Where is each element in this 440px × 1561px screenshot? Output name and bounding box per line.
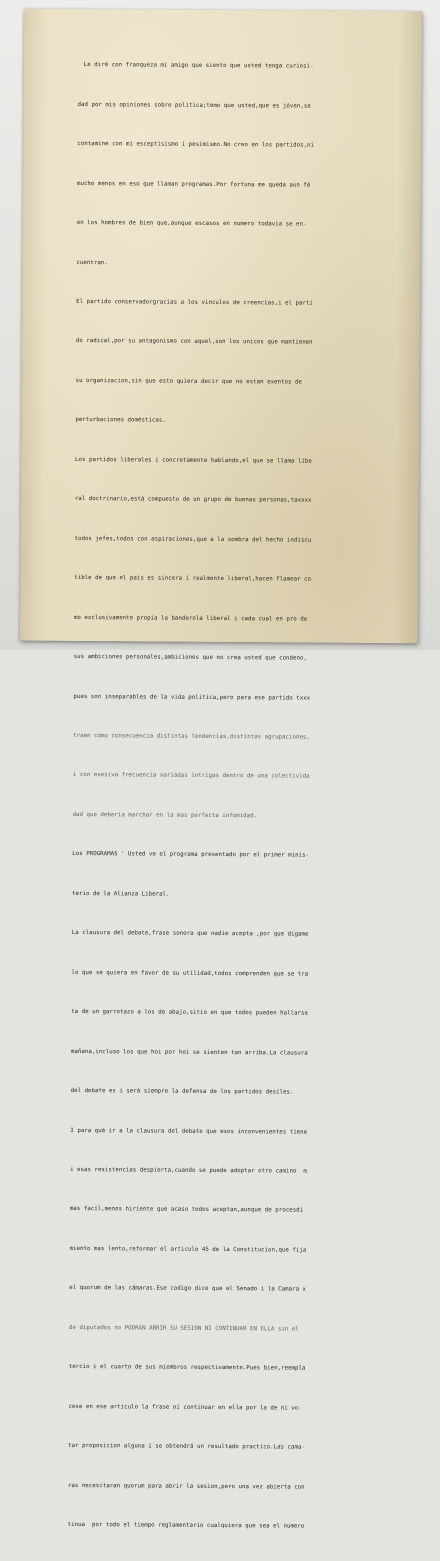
text-line: su organizacion,sin que esto quiera decir que no estan exentos de bbox=[75, 377, 302, 386]
text-line: lo que se quiera en favor de su utilidad,todos comprenden que se tra bbox=[71, 969, 309, 978]
text-line: del debate es i será siempre la defensa de los partidos desiles. bbox=[70, 1088, 294, 1096]
text-line: ral doctrinario,está compuesto de un grupo de buenas personas,taxxxx bbox=[74, 496, 312, 504]
text-line: cuentran. bbox=[76, 259, 108, 266]
text-line: Le diré con franqueza mi amigo que siento que usted tenga curiosi- bbox=[83, 62, 314, 70]
text-line: mañana,incluso los que hoi por hoi se sienten tan arriba.La clausura bbox=[70, 1048, 308, 1057]
text-line: La clausura del debate,frase sonora que nadie acepta ,por que digame bbox=[71, 930, 309, 938]
text-line: dad que deberia marchar en la mas perfecta infomidad. bbox=[72, 811, 258, 820]
text-line: Los partidos liberales i concretamente hablando,el que se llama libe bbox=[75, 456, 312, 465]
text-line: terio de la Alianza Liberal. bbox=[72, 890, 170, 898]
text-line: mas facil,menos hiriente que acaso todos aceptan,aunque de procesdi bbox=[69, 1206, 304, 1215]
text-line: traen como consecuencia distintas tendencias,distintas agrupaciones, bbox=[73, 732, 310, 741]
text-line: mucho menos en eso que llaman programas.Por fortuna me queda aun fé bbox=[76, 180, 311, 189]
text-line: el quorum de las cámaras.Ese codigo dice que el Senado i la Camara x bbox=[69, 1285, 307, 1293]
text-line: tercio i el cuarto de sus miembros respectivamente.Pues bien,reempla bbox=[68, 1364, 306, 1372]
text-line: ta de un garrotazo a los de abajo,sitio en que todos pueden hallarse bbox=[71, 1009, 308, 1017]
text-line: miento mas lento,reformar el articulo 45 de la Constitucion,que fija bbox=[69, 1245, 307, 1254]
text-line: i con exesiva frecuencia variadas intrigas dentro de una colectivida bbox=[72, 772, 310, 781]
typewritten-page bbox=[20, 9, 422, 1530]
text-line: do radical,por su antagonismo con aquel,son los unicos que mantienen bbox=[75, 338, 313, 347]
text-line: El partido conservadorgracias a los vinculos de creencias,i el parti bbox=[76, 299, 313, 307]
text-line: en los hombres de bien que,aunque escasos en numero todavia se en- bbox=[76, 220, 307, 228]
text-line: mo exclusivamente propia la banderola liberal i cada cual en pro de bbox=[73, 614, 308, 623]
text-line: dad por mis opiniones sobre politica;temo que usted,que es jóven,se bbox=[77, 101, 311, 110]
text-line: tar proposicion alguna i se obtendrá un resultado practico.Las cama- bbox=[68, 1443, 305, 1451]
text-line: todos jefes,todos con aspiraciones,que a la sombra del hecho indiscu bbox=[74, 535, 312, 544]
text-line: contamine con mi esceptisismo i pesimismo.No creo en los partidos,ni bbox=[77, 141, 315, 149]
text-line: I para qué ir a la clausura del debate que esos inconvenientes tiene bbox=[70, 1127, 308, 1136]
typewritten-text bbox=[67, 33, 398, 1561]
text-line: sus ambiciones personales,ambiciones que no crea usted que condeno, bbox=[73, 654, 307, 662]
text-line: ras necesitaran quorum para abrir la sesion,pero una vez abierta con bbox=[67, 1482, 305, 1491]
text-line: perturbaciones domésticas. bbox=[75, 417, 166, 425]
text-line: tible de que el pais es sincera i realmente liberal,hacen flamear co bbox=[74, 575, 312, 583]
text-line: tinua por todo el tiempo reglamentario cualquiera que sea el numero bbox=[67, 1522, 305, 1530]
text-line: Los PROGRAMAS ' Usted ve el programa presentado por el primer minis- bbox=[72, 851, 310, 860]
text-line: pues son inseparables de la vida politica,pero para ese partido txxx bbox=[73, 693, 311, 702]
text-line: i esas resistencias despierta,cuando se puede adoptar otro camino m bbox=[70, 1166, 307, 1175]
text-line: cese en ese articulo la frase ni continuar en ella por la de ni vo- bbox=[68, 1403, 302, 1412]
text-line: de diputados no PODRAN ABRIR SU SESION NI CONTINUAR EN ELLA sin el bbox=[68, 1324, 299, 1333]
